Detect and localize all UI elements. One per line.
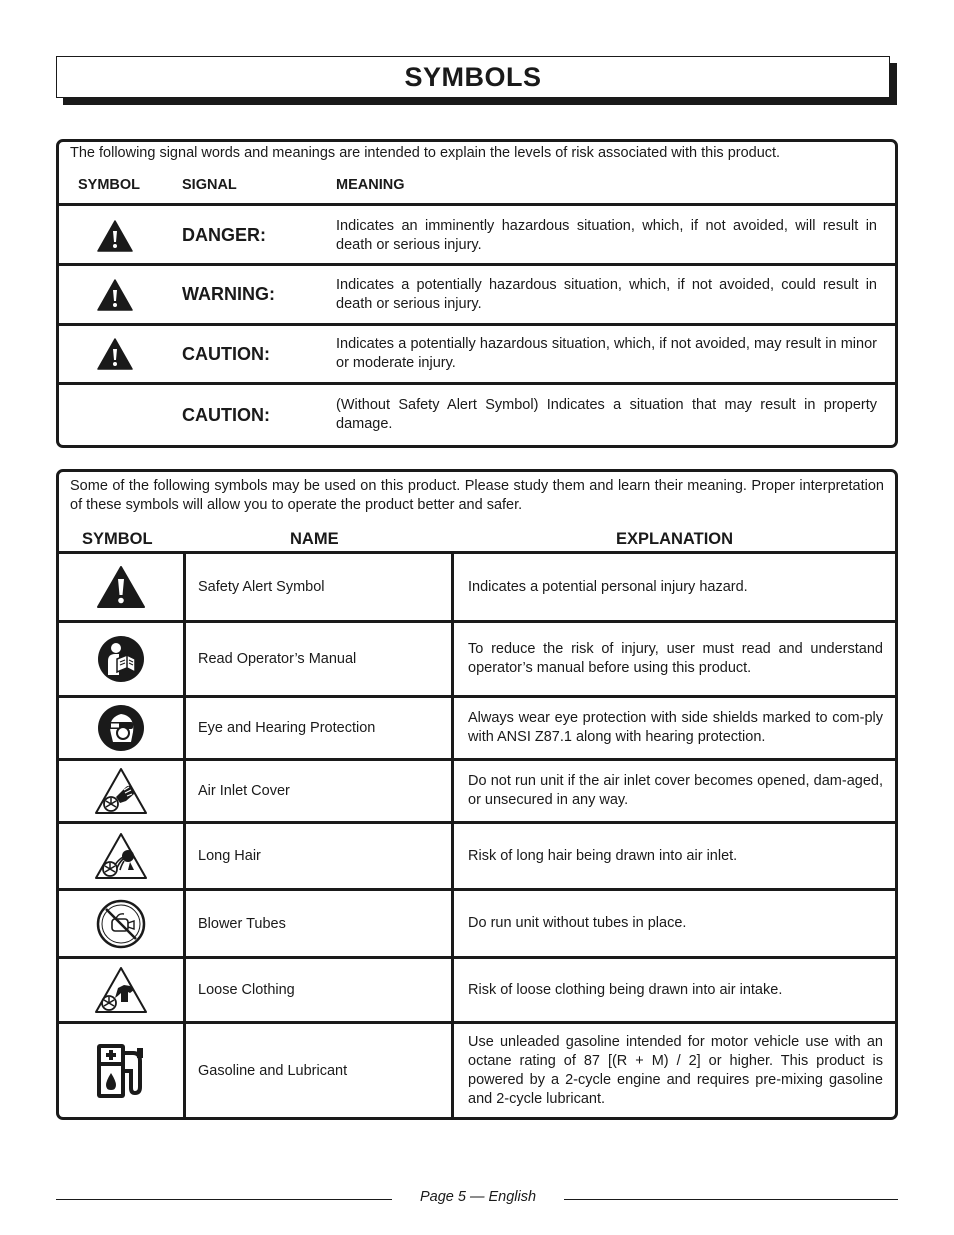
page-title: SYMBOLS xyxy=(404,61,542,92)
symbols-header-explanation: EXPLANATION xyxy=(616,530,734,548)
title-box xyxy=(56,56,890,98)
symbol-cell xyxy=(59,623,186,695)
safety-alert-icon xyxy=(96,565,146,609)
symbol-cell xyxy=(59,824,186,888)
alert-triangle-icon xyxy=(97,338,133,370)
symbols-panel xyxy=(56,469,898,1120)
symbol-name: Read Operator’s Manual xyxy=(186,623,454,695)
loose-clothing-icon xyxy=(94,966,148,1014)
symbol-row xyxy=(59,758,895,821)
symbol-name: Loose Clothing xyxy=(186,959,454,1021)
signal-words-panel xyxy=(56,139,898,448)
signal-header-meaning: MEANING xyxy=(336,177,405,193)
signal-row-caution-property xyxy=(59,382,895,445)
symbol-row xyxy=(59,956,895,1021)
title-banner xyxy=(56,56,898,106)
signal-meaning: Indicates an imminently hazardous situation, which, if not avoided, will result in death or serious injury. xyxy=(336,218,877,253)
symbol-row xyxy=(59,821,895,888)
symbol-explanation: Risk of long hair being drawn into air inlet. xyxy=(468,847,738,864)
page-footer: Page 5 — English xyxy=(419,1189,537,1205)
air-inlet-cover-icon xyxy=(94,767,148,815)
symbol-name: Gasoline and Lubricant xyxy=(186,1024,454,1117)
eye-hearing-protection-icon xyxy=(97,704,145,752)
symbols-header-symbol: SYMBOL xyxy=(82,530,153,548)
symbol-cell xyxy=(59,698,186,758)
symbol-cell xyxy=(59,1024,186,1117)
symbol-row xyxy=(59,551,895,620)
footer-rule-right xyxy=(564,1199,898,1200)
symbols-intro: Some of the following symbols may be used on this product. Please study them and learn their meaning. Proper interpretation of these symbols will allow you to operate the product better and safer. xyxy=(70,478,884,513)
symbol-row xyxy=(59,695,895,758)
blower-tubes-icon xyxy=(96,899,146,949)
signal-row-warning xyxy=(59,263,895,323)
symbol-name: Safety Alert Symbol xyxy=(186,554,454,620)
symbol-cell xyxy=(59,959,186,1021)
symbol-row xyxy=(59,888,895,956)
read-manual-icon xyxy=(97,635,145,683)
symbol-cell xyxy=(59,761,186,821)
alert-triangle-icon xyxy=(97,279,133,311)
long-hair-icon xyxy=(94,832,148,880)
symbol-explanation: Use unleaded gasoline intended for motor vehicle use with an octane rating of 87 [(R + M) / 2] or higher. This product is powered by a 2-cycle engine and requires pre-mixing gasoline and 2-cycle lubricant. xyxy=(468,1033,883,1107)
symbol-explanation: Always wear eye protection with side shields marked to com-ply with ANSI Z87.1 along with hearing protection. xyxy=(468,710,883,745)
symbol-name: Air Inlet Cover xyxy=(186,761,454,821)
symbol-explanation: Do not run unit if the air inlet cover becomes opened, dam-aged, or unsecured in any way. xyxy=(468,773,883,808)
signal-meaning: Indicates a potentially hazardous situation, which, if not avoided, could result in death or serious injury. xyxy=(336,277,877,312)
signal-word: CAUTION: xyxy=(182,344,270,364)
signal-meaning: Indicates a potentially hazardous situation, which, if not avoided, may result in minor or moderate injury. xyxy=(336,336,877,371)
symbol-row xyxy=(59,1021,895,1117)
signal-row-caution xyxy=(59,323,895,382)
symbol-explanation: Do run unit without tubes in place. xyxy=(468,915,687,931)
symbol-explanation: Risk of loose clothing being drawn into air intake. xyxy=(468,981,783,998)
symbol-name: Long Hair xyxy=(186,824,454,888)
symbol-name: Eye and Hearing Protection xyxy=(186,698,454,758)
signal-word: WARNING: xyxy=(182,284,275,304)
symbol-cell xyxy=(59,554,186,620)
signal-meaning: (Without Safety Alert Symbol) Indicates a situation that may result in property damage. xyxy=(336,397,877,432)
symbol-explanation: To reduce the risk of injury, user must read and understand operator’s manual before using this product. xyxy=(468,641,883,676)
signal-row-danger xyxy=(59,203,895,263)
symbol-name: Blower Tubes xyxy=(186,891,454,956)
signal-word: DANGER: xyxy=(182,225,266,245)
symbol-cell xyxy=(59,891,186,956)
symbol-explanation: Indicates a potential personal injury hazard. xyxy=(468,578,748,595)
signal-intro: The following signal words and meanings are intended to explain the levels of risk associated with this product. xyxy=(70,145,781,161)
signal-word: CAUTION: xyxy=(182,405,270,425)
footer-rule-left xyxy=(56,1199,392,1200)
symbols-header-name: NAME xyxy=(290,530,339,548)
gasoline-lubricant-icon xyxy=(93,1041,149,1101)
signal-header-signal: SIGNAL xyxy=(182,177,237,193)
signal-header-symbol: SYMBOL xyxy=(78,177,141,193)
alert-triangle-icon xyxy=(97,220,133,252)
symbol-row xyxy=(59,620,895,695)
